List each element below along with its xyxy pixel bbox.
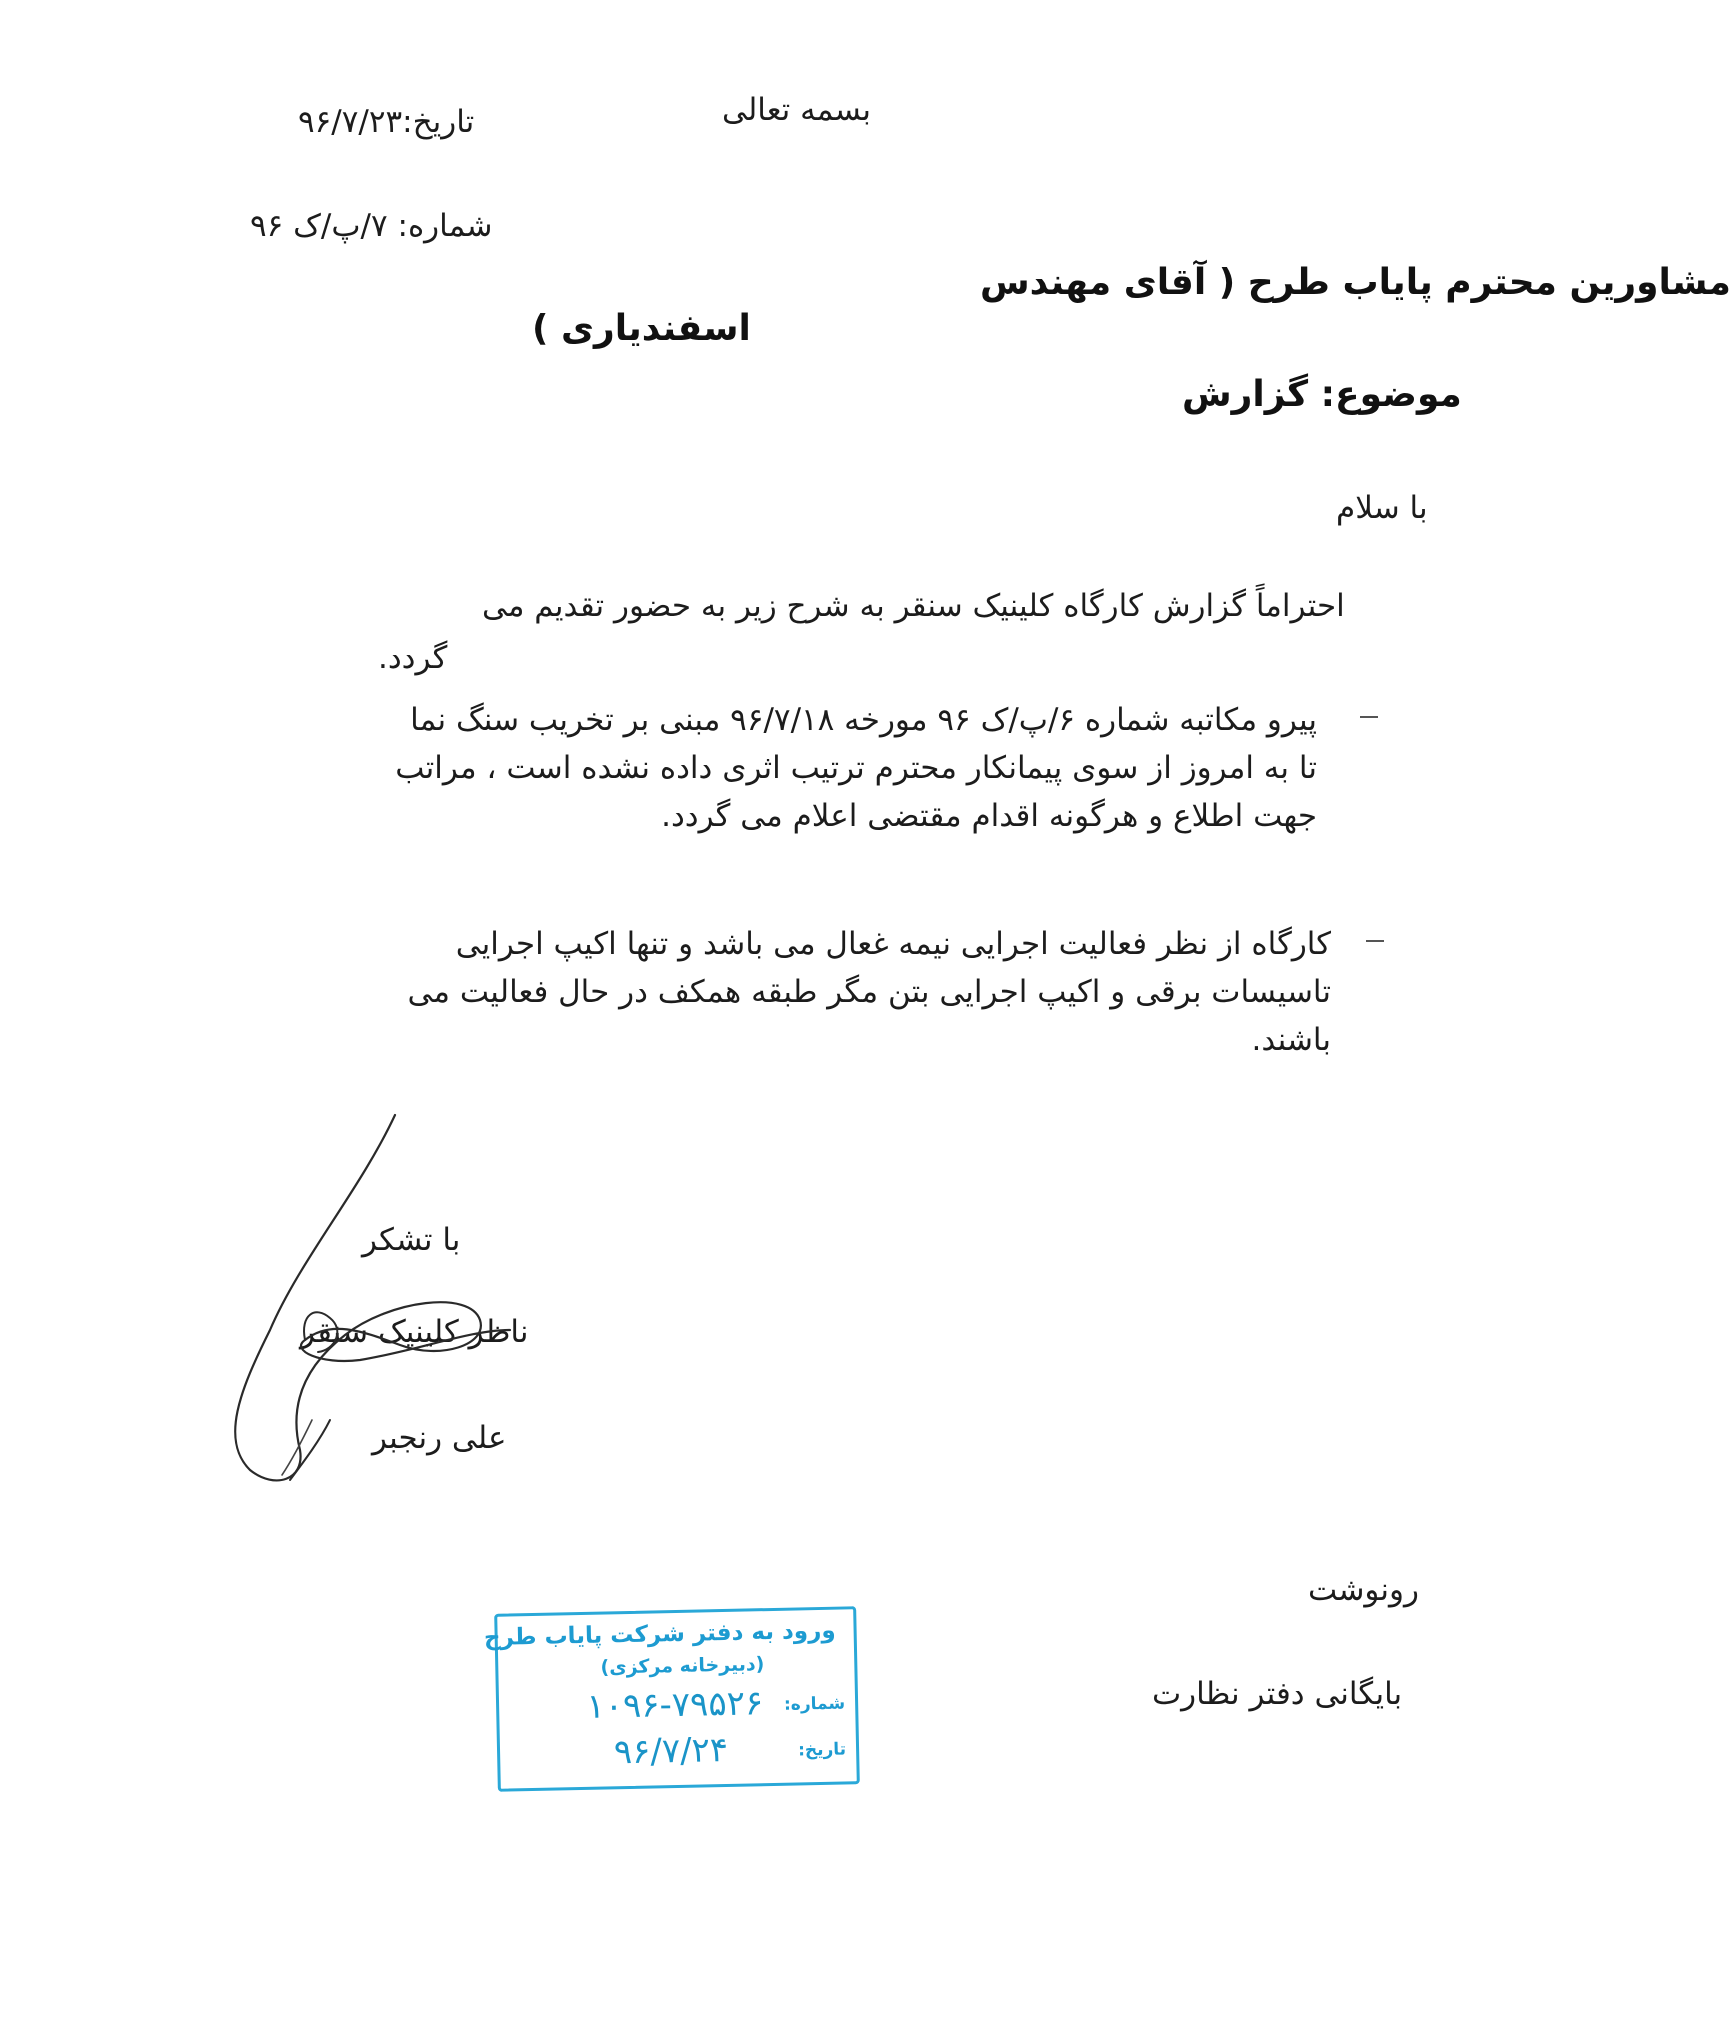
item-1-line-2: تا به امروز از سوی پیمانکار محترم ترتیب اثری داده نشده است ، مراتب — [395, 750, 1317, 786]
intro-line-1: احتراماً گزارش کارگاه کلینیک سنقر به شرح زیر به حضور تقدیم می — [482, 588, 1345, 624]
stamp-title: ورود به دفتر شرکت پایاب طرح — [483, 1617, 836, 1652]
letter-date: تاریخ:۹۶/۷/۲۳ — [298, 104, 475, 140]
stamp-date-value: ۹۶/۷/۲۴ — [613, 1729, 729, 1773]
cc-item: بایگانی دفتر نظارت — [1152, 1676, 1403, 1712]
bullet-dash-2 — [1366, 940, 1384, 942]
recipient-line-2: اسفندیاری ) — [532, 308, 751, 349]
item-1-line-1: پیرو مکاتبه شماره ۶/پ/ک ۹۶ مورخه ۹۶/۷/۱۸ مبنی بر تخریب سنگ نما — [410, 702, 1317, 738]
item-2-line-1: کارگاه از نظر فعالیت اجرایی نیمه غعال می باشد و تنها اکیپ اجرایی — [455, 926, 1331, 962]
closing-thanks: با تشکر — [362, 1222, 461, 1258]
cc-label: رونوشت — [1308, 1572, 1419, 1608]
item-1 — [237, 696, 1317, 840]
recipient-line-1: مشاورین محترم پایاب طرح ( آقای مهندس — [980, 262, 1731, 303]
subject: موضوع: گزارش — [1182, 374, 1462, 415]
bullet-dash-1 — [1360, 716, 1378, 718]
closing-name: علی رنجبر — [372, 1420, 507, 1456]
entry-stamp — [483, 1606, 860, 1792]
bismillah: بسمه تعالی — [722, 92, 871, 128]
greeting: با سلام — [1336, 490, 1428, 526]
item-2 — [251, 920, 1331, 1064]
stamp-number-value: ۱۰۹۶-۷۹۵۲۶ — [586, 1683, 764, 1727]
stamp-subtitle: (دبیرخانه مرکزی) — [600, 1653, 765, 1679]
stamp-date-label: تاریخ: — [797, 1739, 847, 1761]
letter-number: شماره: ۷/پ/ک ۹۶ — [250, 208, 493, 244]
item-1-line-3: جهت اطلاع و هرگونه اقدام مقتضی اعلام می گردد. — [661, 798, 1317, 834]
stamp-number-label: شماره: — [783, 1693, 846, 1715]
item-2-line-3: باشند. — [1251, 1022, 1331, 1058]
item-2-line-2: تاسیسات برقی و اکیپ اجرایی بتن مگر طبقه همکف در حال فعالیت می — [407, 974, 1331, 1010]
intro-line-2: گردد. — [378, 640, 448, 676]
closing-title: ناظر کلینیک سنقر — [300, 1314, 529, 1350]
